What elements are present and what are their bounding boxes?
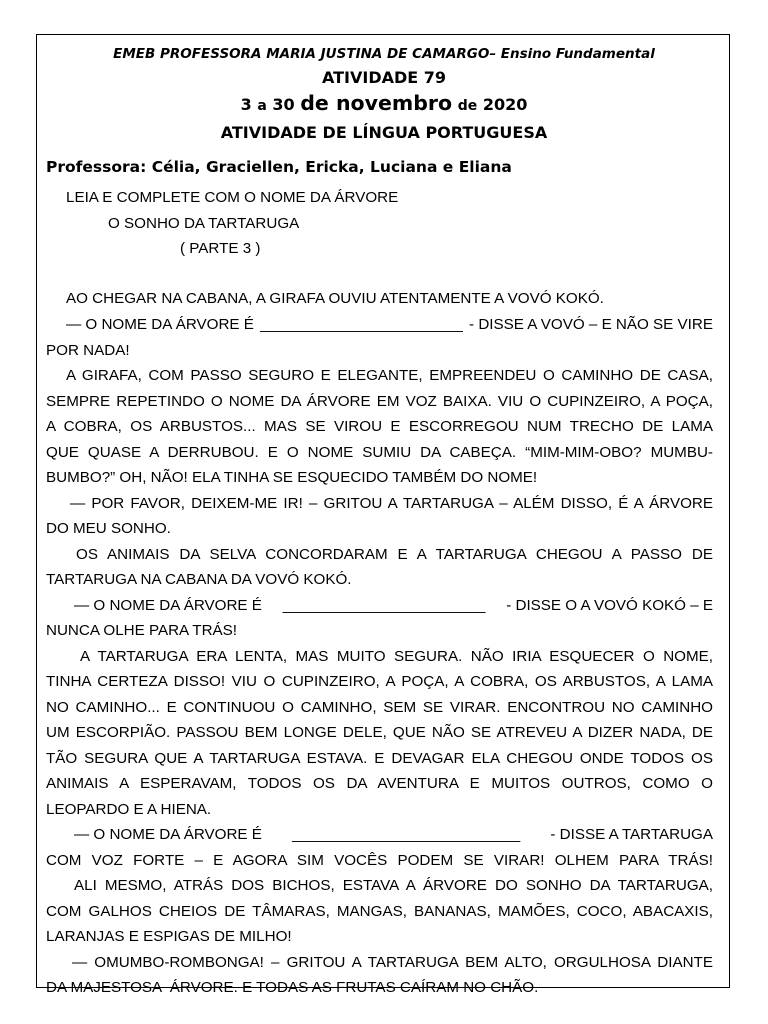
story-line: UM ESCORPIÃO. PASSOU BEM LONGE DELE, QUE NÃO SE ATREVEU A DIZER NADA, DE: [46, 724, 713, 741]
story-line: A GIRAFA, COM PASSO SEGURO E ELEGANTE, EMPREENDEU O CAMINHO DE CASA,: [66, 367, 713, 384]
story-line: SEMPRE REPETINDO O NOME DA ÁRVORE EM VOZ BAIXA. VIU O CUPINZEIRO, A POÇA,: [46, 393, 713, 410]
story-text: - DISSE O A VOVÓ KOKÓ – E: [506, 597, 713, 614]
activity-number: ATIVIDADE 79: [321, 68, 447, 87]
date-end: 30: [272, 95, 295, 114]
date-start: 3: [240, 95, 252, 114]
story-text: - DISSE A TARTARUGA: [550, 826, 713, 843]
subject-title: ATIVIDADE DE LÍNGUA PORTUGUESA: [220, 123, 548, 142]
story-line: — POR FAVOR, DEIXEM-ME IR! – GRITOU A TARTARUGA – ALÉM DISSO, É A ÁRVORE: [70, 495, 713, 512]
date-preposition: de: [457, 98, 478, 114]
fill-in-line-2: [46, 597, 713, 614]
story-line: ANIMAIS A ESPERAVAM, TODOS OS DA AVENTURA E MUITOS OUTROS, COMO O: [46, 775, 713, 792]
fill-in-line-3: [46, 826, 713, 843]
story-line: BUMBO?” OH, NÃO! ELA TINHA SE ESQUECIDO TAMBÉM DO NOME!: [46, 469, 538, 486]
date-year: 2020: [482, 95, 528, 114]
answer-blank-3[interactable]: ___________________________: [292, 826, 521, 843]
story-line: TINHA CERTEZA DISSO! VIU O CUPINZEIRO, A POÇA, A COBRA, OS ARBUSTOS, A LAMA: [46, 673, 713, 690]
story-line: NO CAMINHO... E CONTINUOU O CAMINHO, SEM SE VIRAR. ENCONTROU NO CAMINHO: [46, 699, 713, 716]
story-line: LEOPARDO E A HIENA.: [46, 801, 212, 818]
answer-blank-2[interactable]: ________________________: [282, 597, 486, 614]
story-line: COM VOZ FORTE – E AGORA SIM VOCÊS PODEM SE VIRAR! OLHEM PARA TRÁS!: [46, 852, 713, 869]
answer-blank-1[interactable]: ________________________: [260, 316, 463, 333]
story-line: TÃO SEGURA QUE A TARTARUGA ESTAVA. E DEVAGAR ELA CHEGOU ONDE TODOS OS: [46, 750, 713, 767]
instruction-text: LEIA E COMPLETE COM O NOME DA ÁRVORE: [66, 189, 399, 206]
story-text: — O NOME DA ÁRVORE É: [74, 597, 262, 614]
fill-in-line-1: [46, 316, 713, 333]
story-text: — O NOME DA ÁRVORE É: [66, 316, 254, 333]
story-line: TARTARUGA NA CABANA DA VOVÓ KOKÓ.: [46, 571, 352, 588]
story-line: DA MAJESTOSA ÁRVORE. E TODAS AS FRUTAS CAÍRAM NO CHÃO.: [46, 979, 539, 996]
date-month: de novembro: [300, 91, 453, 115]
teachers-line: Professora: Célia, Graciellen, Ericka, Luciana e Eliana: [46, 158, 512, 176]
story-line: COM GALHOS CHEIOS DE TÂMARAS, MANGAS, BANANAS, MAMÕES, COCO, ABACAXIS,: [46, 903, 713, 920]
story-line: OS ANIMAIS DA SELVA CONCORDARAM E A TARTARUGA CHEGOU A PASSO DE: [76, 546, 713, 563]
story-line: DO MEU SONHO.: [46, 520, 171, 537]
school-name: EMEB PROFESSORA MARIA JUSTINA DE CAMARGO– Ensino Fundamental: [113, 46, 655, 62]
story-line: POR NADA!: [46, 342, 130, 359]
story-title: O SONHO DA TARTARUGA: [108, 215, 300, 232]
date-connector: a: [257, 98, 267, 114]
story-line: QUE QUASE A DERRUBOU. E O NOME SUMIU DA CABEÇA. “MIM-MIM-OBO? MUMBU-: [46, 444, 713, 461]
story-line: — OMUMBO-ROMBONGA! – GRITOU A TARTARUGA BEM ALTO, ORGULHOSA DIANTE: [72, 954, 713, 971]
story-line: A COBRA, OS ARBUSTOS... MAS SE VIROU E ESCORREGOU NUM TRECHO DE LAMA: [46, 418, 713, 435]
story-line: NUNCA OLHE PARA TRÁS!: [46, 622, 238, 639]
story-part: ( PARTE 3 ): [180, 240, 261, 257]
date-range: [0, 91, 768, 115]
story-line: A TARTARUGA ERA LENTA, MAS MUITO SEGURA. NÃO IRIA ESQUECER O NOME,: [80, 648, 713, 665]
story-line: LARANJAS E ESPIGAS DE MILHO!: [46, 928, 292, 945]
story-line: ALI MESMO, ATRÁS DOS BICHOS, ESTAVA A ÁRVORE DO SONHO DA TARTARUGA,: [74, 877, 713, 894]
story-line: AO CHEGAR NA CABANA, A GIRAFA OUVIU ATENTAMENTE A VOVÓ KOKÓ.: [66, 290, 604, 307]
story-text: - DISSE A VOVÓ – E NÃO SE VIRE: [469, 316, 713, 333]
story-text: — O NOME DA ÁRVORE É: [74, 826, 262, 843]
